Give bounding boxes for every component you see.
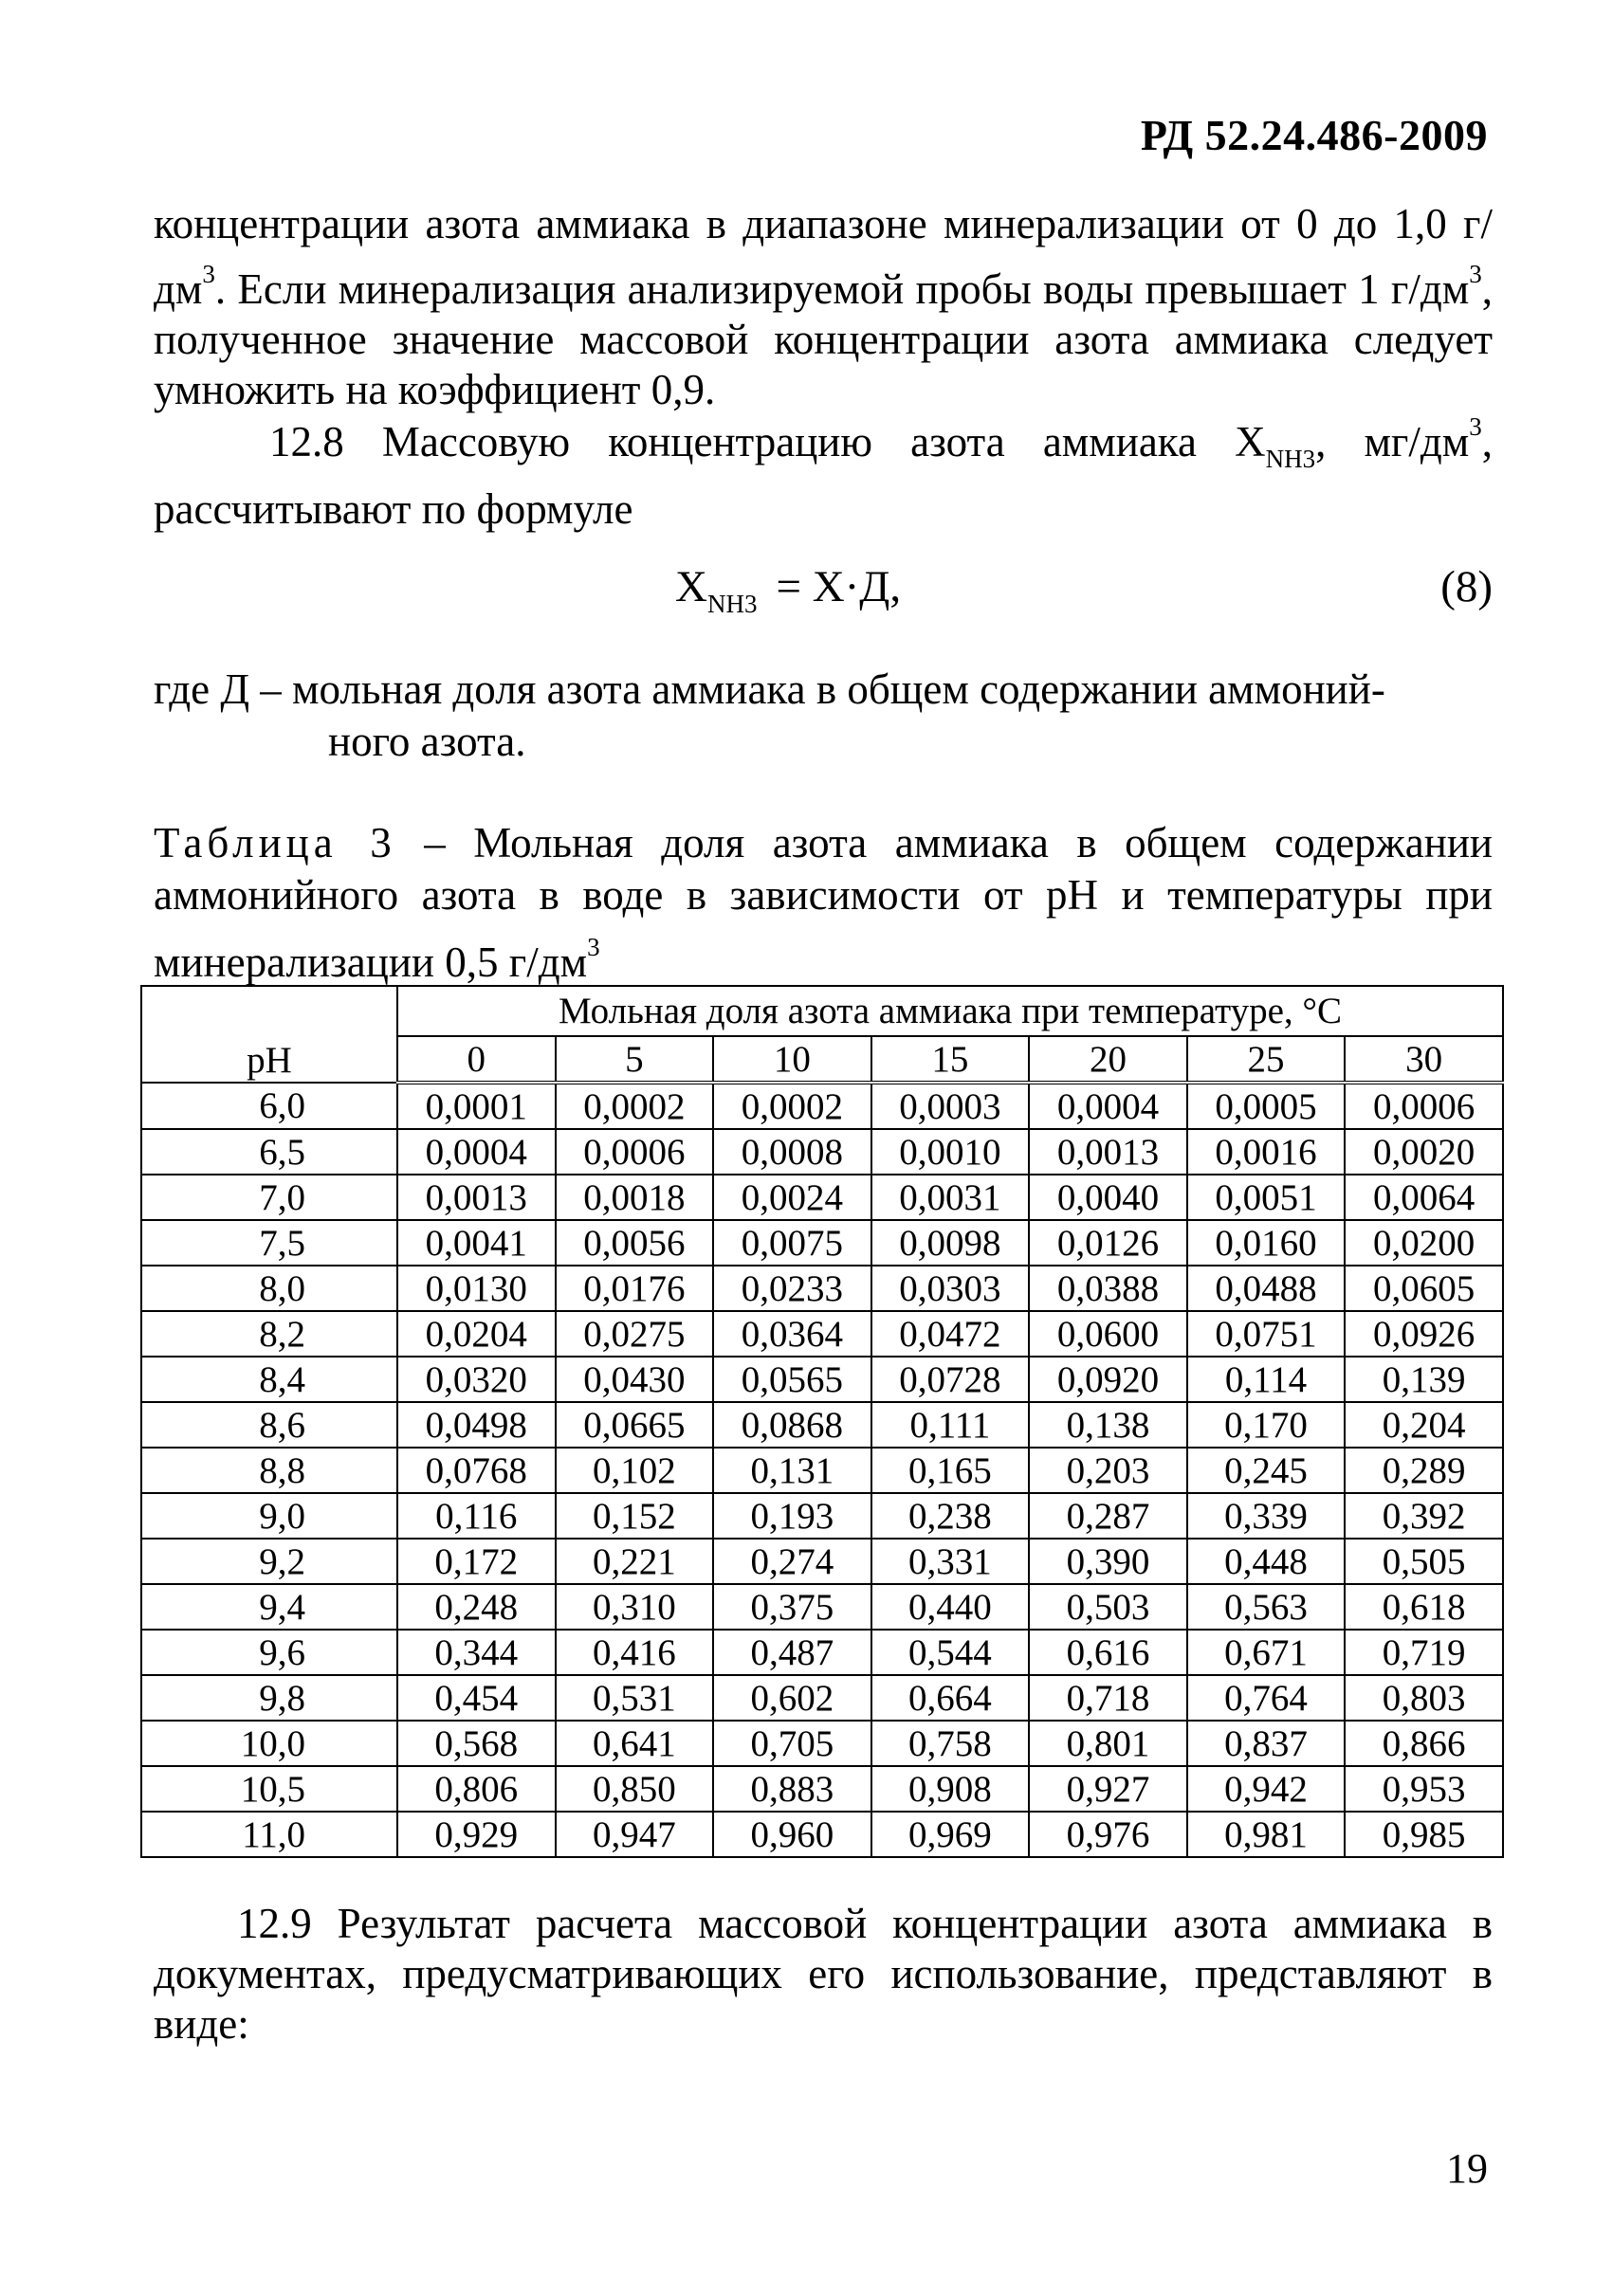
value-cell: 0,664 [871,1675,1030,1721]
ph-cell: 9,0 [141,1493,397,1539]
value-cell: 0,544 [871,1630,1030,1675]
ph-column-header: pH [141,986,397,1083]
value-cell: 0,111 [871,1402,1030,1448]
paragraph-3-text: 12.9 Результат расчета массовой концентрации азота аммиака в документах, предусматривающих его использование, представляют в виде: [154,1900,1493,2048]
value-cell: 0,102 [556,1448,714,1493]
value-cell: 0,505 [1345,1539,1503,1584]
ph-cell: 6,0 [141,1083,397,1129]
value-cell: 0,0868 [713,1402,871,1448]
value-cell: 0,0600 [1029,1311,1187,1357]
temperature-header-25: 25 [1187,1036,1346,1083]
value-cell: 0,0041 [397,1220,556,1266]
ph-cell: 8,2 [141,1311,397,1357]
value-cell: 0,0018 [556,1175,714,1220]
temperature-header-15: 15 [871,1036,1030,1083]
value-cell: 0,0098 [871,1220,1030,1266]
table-row [141,1220,1503,1266]
value-cell: 0,0056 [556,1220,714,1266]
paragraph-2-text-c: , рассчитывают по формуле [154,418,1494,533]
value-cell: 0,0006 [1345,1083,1503,1129]
page-number: 19 [1446,2145,1488,2192]
value-cell: 0,0920 [1029,1357,1187,1402]
value-cell: 0,0565 [713,1357,871,1402]
value-cell: 0,981 [1187,1812,1346,1857]
value-cell: 0,0130 [397,1266,556,1311]
value-cell: 0,0024 [713,1175,871,1220]
temperature-header-30: 30 [1345,1036,1503,1083]
value-cell: 0,204 [1345,1402,1503,1448]
table-row [141,1129,1503,1175]
ph-cell: 9,8 [141,1675,397,1721]
paragraph-mineralization [154,199,1493,415]
value-cell: 0,0031 [871,1175,1030,1220]
value-cell: 0,0751 [1187,1311,1346,1357]
value-cell: 0,0075 [713,1220,871,1266]
table-row [141,1493,1503,1539]
value-cell: 0,0013 [397,1175,556,1220]
table-caption-label: Таблица 3 [154,819,396,866]
paragraph-2-subscript: NH3 [1265,445,1316,473]
value-cell: 0,139 [1345,1357,1503,1402]
paragraph-2-text-b: , мг/дм [1315,418,1470,465]
value-cell: 0,238 [871,1493,1030,1539]
value-cell: 0,0388 [1029,1266,1187,1311]
value-cell: 0,953 [1345,1766,1503,1812]
table-row [141,1175,1503,1220]
table-row [141,1266,1503,1311]
table-row [141,1721,1503,1766]
table-row [141,1584,1503,1630]
value-cell: 0,0498 [397,1402,556,1448]
paragraph-1-text-a: концентрации азота аммиака в диапазоне минерализации от 0 до 1,0 г/дм [154,200,1493,313]
value-cell: 0,927 [1029,1766,1187,1812]
formula-lhs: X [675,562,707,611]
value-cell: 0,310 [556,1584,714,1630]
value-cell: 0,0364 [713,1311,871,1357]
temperature-header-5: 5 [556,1036,714,1083]
value-cell: 0,719 [1345,1630,1503,1675]
value-cell: 0,0176 [556,1266,714,1311]
value-cell: 0,131 [713,1448,871,1493]
value-cell: 0,152 [556,1493,714,1539]
ph-cell: 8,6 [141,1402,397,1448]
table-row [141,1311,1503,1357]
value-cell: 0,0003 [871,1083,1030,1129]
value-cell: 0,114 [1187,1357,1346,1402]
temperature-header-0: 0 [397,1036,556,1083]
table-caption-text: – Мольная доля азота аммиака в общем содержании аммонийного азота в воде в зависимости от pH и температуры при минерализации 0,5 г/дм [154,819,1493,986]
ph-cell: 7,0 [141,1175,397,1220]
value-cell: 0,390 [1029,1539,1187,1584]
value-cell: 0,0303 [871,1266,1030,1311]
value-cell: 0,960 [713,1812,871,1857]
table-row [141,1675,1503,1721]
ph-cell: 10,5 [141,1766,397,1812]
paragraph-1-superscript-a: 3 [202,260,215,288]
table-row [141,1357,1503,1402]
paragraph-2-superscript: 3 [1469,412,1482,441]
value-cell: 0,801 [1029,1721,1187,1766]
value-cell: 0,883 [713,1766,871,1812]
table-caption [154,817,1493,989]
value-cell: 0,671 [1187,1630,1346,1675]
value-cell: 0,531 [556,1675,714,1721]
value-cell: 0,170 [1187,1402,1346,1448]
value-cell: 0,203 [1029,1448,1187,1493]
value-cell: 0,908 [871,1766,1030,1812]
value-cell: 0,0016 [1187,1129,1346,1175]
formula-number: (8) [1440,562,1493,611]
ph-cell: 10,0 [141,1721,397,1766]
ph-cell: 9,6 [141,1630,397,1675]
value-cell: 0,0006 [556,1129,714,1175]
value-cell: 0,0665 [556,1402,714,1448]
value-cell: 0,850 [556,1766,714,1812]
ph-cell: 11,0 [141,1812,397,1857]
value-cell: 0,0020 [1345,1129,1503,1175]
paragraph-12-9 [154,1899,1493,2050]
value-cell: 0,947 [556,1812,714,1857]
value-cell: 0,448 [1187,1539,1346,1584]
value-cell: 0,331 [871,1539,1030,1584]
value-cell: 0,866 [1345,1721,1503,1766]
table-body [141,1083,1503,1857]
value-cell: 0,837 [1187,1721,1346,1766]
value-cell: 0,0430 [556,1357,714,1402]
value-cell: 0,0004 [1029,1083,1187,1129]
value-cell: 0,245 [1187,1448,1346,1493]
value-cell: 0,0002 [556,1083,714,1129]
table-row [141,1812,1503,1857]
where-definition [154,664,1493,768]
value-cell: 0,0004 [397,1129,556,1175]
value-cell: 0,503 [1029,1584,1187,1630]
paragraph-2-text-a: 12.8 Массовую концентрацию азота аммиака X [269,418,1266,465]
table-header-row-1 [141,986,1503,1036]
value-cell: 0,0200 [1345,1220,1503,1266]
value-cell: 0,0233 [713,1266,871,1311]
value-cell: 0,339 [1187,1493,1346,1539]
value-cell: 0,0160 [1187,1220,1346,1266]
value-cell: 0,758 [871,1721,1030,1766]
value-cell: 0,563 [1187,1584,1346,1630]
value-cell: 0,806 [397,1766,556,1812]
value-cell: 0,0926 [1345,1311,1503,1357]
value-cell: 0,976 [1029,1812,1187,1857]
formula-rhs: = X·Д, [776,562,902,611]
paragraph-1-superscript-b: 3 [1469,260,1482,288]
value-cell: 0,416 [556,1630,714,1675]
value-cell: 0,0275 [556,1311,714,1357]
value-cell: 0,0320 [397,1357,556,1402]
ph-cell: 9,2 [141,1539,397,1584]
value-cell: 0,0488 [1187,1266,1346,1311]
value-cell: 0,969 [871,1812,1030,1857]
table-row [141,1083,1503,1129]
value-cell: 0,705 [713,1721,871,1766]
paragraph-1-text-b: . Если минерализация анализируемой пробы воды превышает 1 г/дм [214,265,1470,313]
value-cell: 0,287 [1029,1493,1187,1539]
value-cell: 0,942 [1187,1766,1346,1812]
value-cell: 0,616 [1029,1630,1187,1675]
temperature-group-header: Мольная доля азота аммиака при температуре, °С [397,986,1503,1036]
value-cell: 0,0040 [1029,1175,1187,1220]
value-cell: 0,344 [397,1630,556,1675]
value-cell: 0,440 [871,1584,1030,1630]
ph-cell: 9,4 [141,1584,397,1630]
ph-cell: 8,0 [141,1266,397,1311]
value-cell: 0,0126 [1029,1220,1187,1266]
ph-cell: 6,5 [141,1129,397,1175]
where-term: где Д – [154,665,282,713]
formula-8 [154,554,1493,620]
temperature-header-10: 10 [713,1036,871,1083]
value-cell: 0,454 [397,1675,556,1721]
value-cell: 0,165 [871,1448,1030,1493]
value-cell: 0,618 [1345,1584,1503,1630]
table-row [141,1630,1503,1675]
table-caption-superscript: 3 [587,933,600,961]
value-cell: 0,0005 [1187,1083,1346,1129]
value-cell: 0,116 [397,1493,556,1539]
where-description-a: мольная доля азота аммиака в общем содержании аммоний- [281,665,1385,713]
ph-cell: 8,8 [141,1448,397,1493]
value-cell: 0,0768 [397,1448,556,1493]
value-cell: 0,375 [713,1584,871,1630]
value-cell: 0,0013 [1029,1129,1187,1175]
value-cell: 0,718 [1029,1675,1187,1721]
value-cell: 0,0728 [871,1357,1030,1402]
table-row [141,1766,1503,1812]
table-row [141,1448,1503,1493]
value-cell: 0,0008 [713,1129,871,1175]
value-cell: 0,0001 [397,1083,556,1129]
value-cell: 0,0605 [1345,1266,1503,1311]
value-cell: 0,0064 [1345,1175,1503,1220]
paragraph-12-8 [154,402,1493,535]
value-cell: 0,602 [713,1675,871,1721]
value-cell: 0,289 [1345,1448,1503,1493]
value-cell: 0,0051 [1187,1175,1346,1220]
value-cell: 0,929 [397,1812,556,1857]
value-cell: 0,487 [713,1630,871,1675]
value-cell: 0,803 [1345,1675,1503,1721]
value-cell: 0,221 [556,1539,714,1584]
value-cell: 0,248 [397,1584,556,1630]
value-cell: 0,0010 [871,1129,1030,1175]
table-row [141,1539,1503,1584]
ph-cell: 7,5 [141,1220,397,1266]
value-cell: 0,0472 [871,1311,1030,1357]
document-code: РД 52.24.486-2009 [1140,111,1488,159]
value-cell: 0,0002 [713,1083,871,1129]
value-cell: 0,274 [713,1539,871,1584]
ph-cell: 8,4 [141,1357,397,1402]
paragraph-1-text-c: , полученное значение массовой концентрации азота аммиака следует умножить на коэффициент 0,9. [154,265,1493,413]
value-cell: 0,568 [397,1721,556,1766]
where-description-b: ного азота. [328,718,526,765]
formula-lhs-subscript: NH3 [706,590,758,618]
value-cell: 0,392 [1345,1493,1503,1539]
temperature-header-20: 20 [1029,1036,1187,1083]
formula-expression [675,561,901,619]
value-cell: 0,172 [397,1539,556,1584]
value-cell: 0,0204 [397,1311,556,1357]
value-cell: 0,138 [1029,1402,1187,1448]
value-cell: 0,764 [1187,1675,1346,1721]
ammonia-fraction-table [140,985,1504,1858]
value-cell: 0,193 [713,1493,871,1539]
value-cell: 0,641 [556,1721,714,1766]
value-cell: 0,985 [1345,1812,1503,1857]
table-row [141,1402,1503,1448]
